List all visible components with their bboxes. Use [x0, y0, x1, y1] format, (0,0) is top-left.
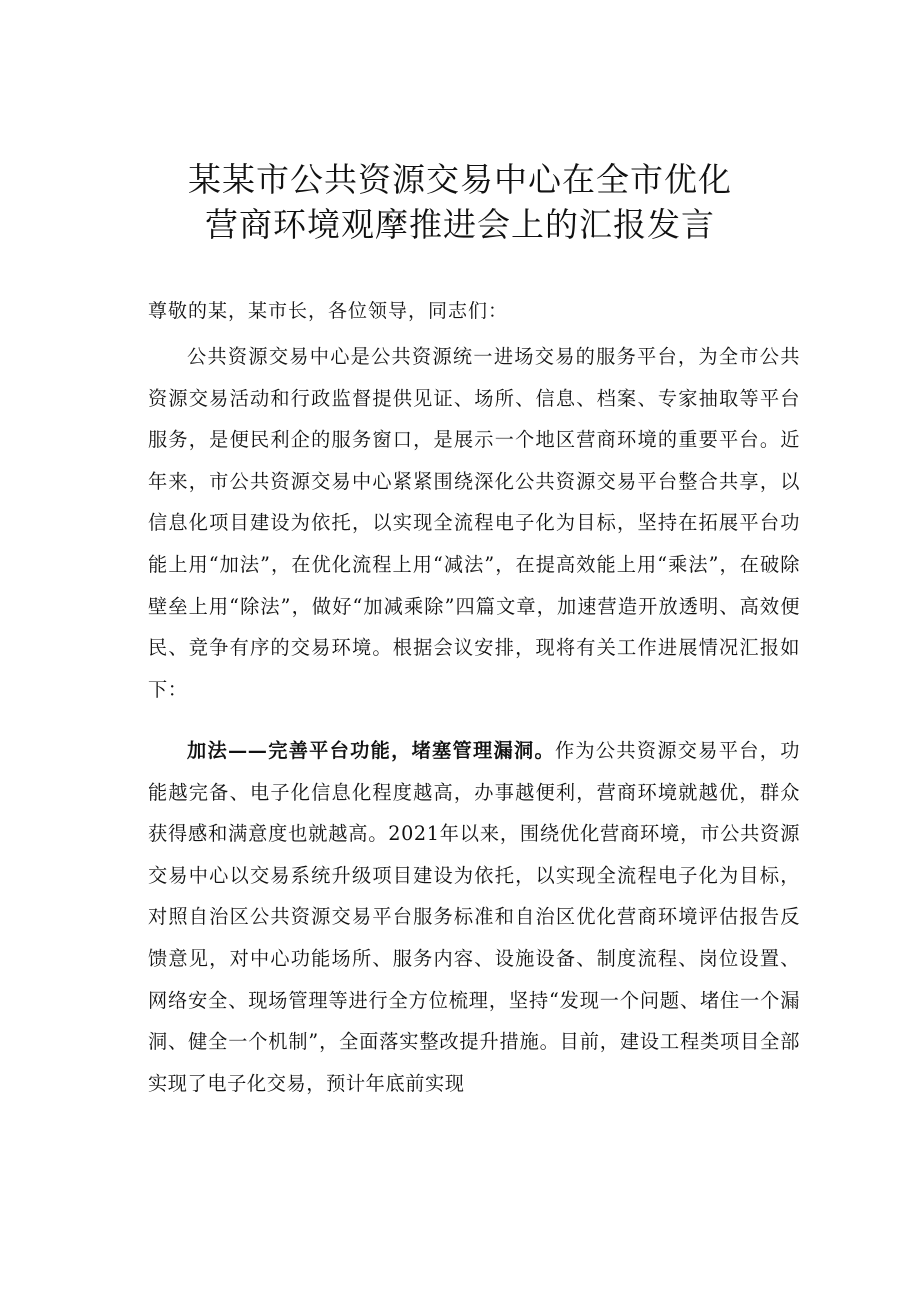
document-title-line-2: 营商环境观摩推进会上的汇报发言	[205, 205, 715, 244]
salutation: 尊敬的某，某市长，各位领导，同志们：	[148, 300, 509, 322]
paragraph-addition	[148, 730, 800, 1104]
paragraph-heading: 加法——完善平台功能，堵塞管理漏洞。	[187, 739, 555, 762]
paragraph-body: 作为公共资源交易平台，功能越完备、电子化信息化程度越高，办事越便利，营商环境就越优，群众获得感和满意度也就越高。2021年以来，围绕优化营商环境，市公共资源交易中心以交易系统升级项目建设为依托，以实现全流程电子化为目标，对照自治区公共资源交易平台服务标准和自治区优化营商环境评估报告反馈意见，对中心功能场所、服务内容、设施设备、制度流程、岗位设置、网络安全、现场管理等进行全方位梳理，坚持“发现一个问题、堵住一个漏洞、健全一个机制”，全面落实整改提升措施。目前，建设工程类项目全部实现了电子化交易，预计年底前实现	[148, 739, 800, 1095]
paragraph-intro: 公共资源交易中心是公共资源统一进场交易的服务平台，为全市公共资源交易活动和行政监督提供见证、场所、信息、档案、专家抽取等平台服务，是便民利企的服务窗口，是展示一个地区营商环境的重要平台。近年来，市公共资源交易中心紧紧围绕深化公共资源交易平台整合共享，以信息化项目建设为依托，以实现全流程电子化为目标，坚持在拓展平台功能上用“加法”，在优化流程上用“减法”，在提高效能上用“乘法”，在破除壁垒上用“除法”，做好“加减乘除”四篇文章，加速营造开放透明、高效便民、竞争有序的交易环境。根据会议安排，现将有关工作进展情况汇报如下：	[148, 345, 800, 701]
document-title-line-1: 某某市公共资源交易中心在全市优化	[188, 160, 732, 199]
